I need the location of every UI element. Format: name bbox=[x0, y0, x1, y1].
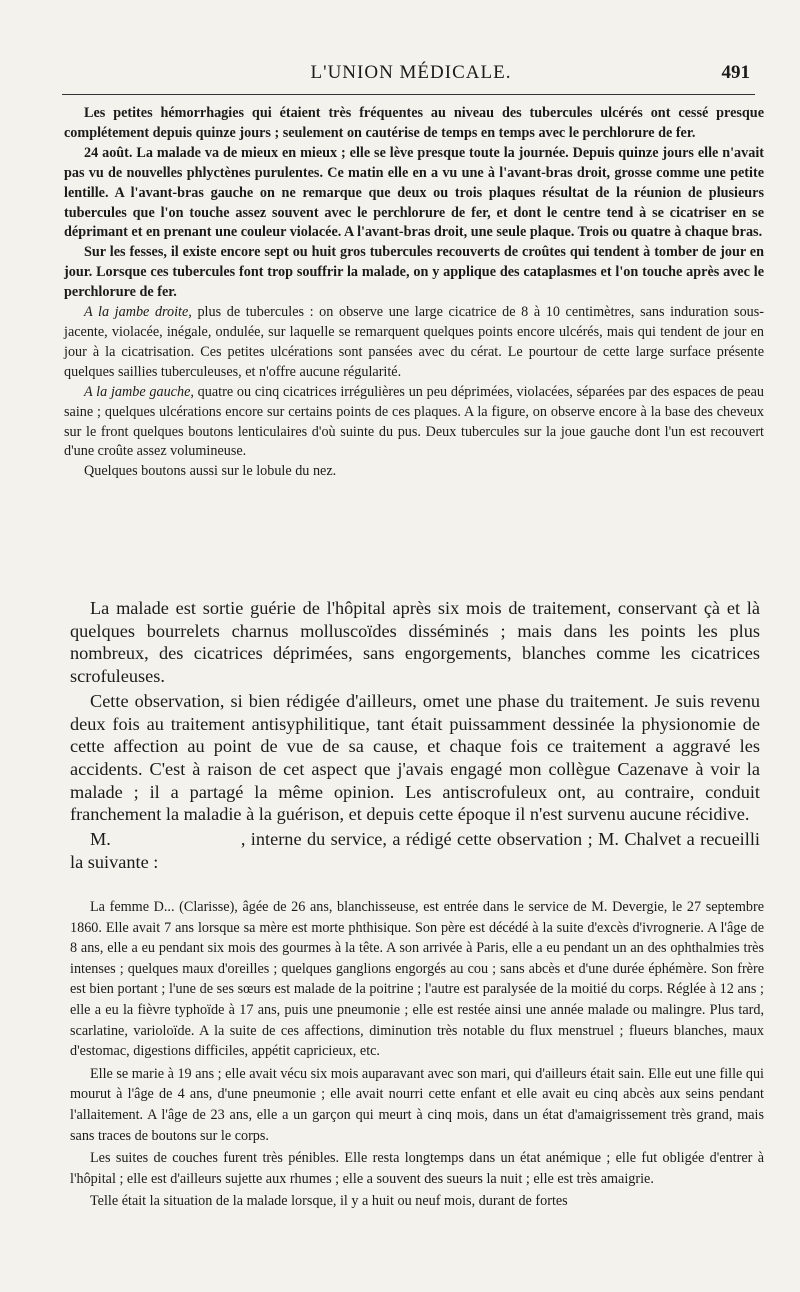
paragraph: Les petites hémorrhagies qui étaient très fréquentes au niveau des tubercules ulcérés ont cessé presque complétement depuis quinze jours ; seulement on cautérise de temps en temps avec le perchlorure de fer. bbox=[64, 105, 764, 141]
second-case-block bbox=[70, 897, 764, 1212]
paragraph-text: quatre ou cinq cicatrices irrégulières un peu déprimées, violacées, séparées par des espaces de peau saine ; quelques ulcérations encore sur certains points de ces plaques. A la figure, on observe encore à la base des cheveux sur le front quelques boutons lenticulaires d'où suinte du pus. Deux tubercules sur la joue gauche dont l'un est recouvert d'une croûte assez volumineuse. bbox=[64, 383, 764, 460]
paragraph: Sur les fesses, il existe encore sept ou huit gros tubercules recouverts de croûtes qui tendent à tomber de jour en jour. Lorsque ces tubercules font trop souffrir la malade, on y applique des cataplasmes et l'on touche après avec le perchlorure de fer. bbox=[64, 244, 764, 301]
case-notes-block bbox=[64, 104, 764, 482]
paragraph: Cette observation, si bien rédigée d'ailleurs, omet une phase du traitement. Je suis revenu deux fois au traitement antisyphilitique, tant était puissamment dessinée la physionomie de cette affection au point de vue de sa cause, et chaque fois ce traitement a aggravé les accidents. C'est à raison de cet aspect que j'avais engagé mon collègue Cazenave à voir la malade ; il a partagé la même opinion. Les antiscrofuleux ont, au contraire, conduit franchement la maladie à la guérison, et depuis cette époque il n'est survenu aucune récidive. bbox=[70, 690, 760, 825]
paragraph: Quelques boutons aussi sur le lobule du nez. bbox=[84, 463, 337, 480]
italic-lead: A la jambe droite, bbox=[84, 304, 192, 321]
running-head bbox=[62, 62, 760, 86]
paragraph-text: M. bbox=[90, 829, 111, 850]
italic-lead: A la jambe gauche, bbox=[84, 383, 194, 400]
paragraph bbox=[70, 828, 760, 873]
paragraph: Elle se marie à 19 ans ; elle avait vécu six mois auparavant avec son mari, qui d'ailleurs était sain. Elle eut une fille qui mourut à l'âge de 4 ans, d'une pneumonie ; elle avait nourri cette enfant et elle avait eu cinq abcès aux seins pendant l'allaitement. A l'âge de 23 ans, elle a un garçon qui meurt à cinq mois, dans un état d'amaigrissement très grand, mais sans traces de boutons sur le corps. bbox=[70, 1065, 764, 1144]
paragraph: 24 août. La malade va de mieux en mieux ; elle se lève presque toute la journée. Depuis quinze jours elle n'avait pas vu de nouvelles phlyctènes purulentes. Ce matin elle en a vu une à l'avant-bras droit, grosse comme une petite lentille. A l'avant-bras gauche on ne remarque que deux ou trois plaques résultat de la réunion de plusieurs tubercules que l'on touche assez souvent avec le perchlorure de fer, et dont le centre tend à se cicatriser en se déprimant et en prenant une couleur violacée. A l'avant-bras droit, une seule plaque. Trois ou quatre à chaque bras. bbox=[64, 144, 764, 241]
paragraph: Les suites de couches furent très pénibles. Elle resta longtemps dans un état anémique ; elle fut obligée d'entrer à l'hôpital ; elle est d'ailleurs sujette aux rhumes ; elle a souvent des sueurs la nuit ; elle est très amaigrie. bbox=[70, 1150, 764, 1187]
paragraph: Telle était la situation de la malade lorsque, il y a huit ou neuf mois, durant de fortes bbox=[90, 1193, 568, 1210]
paragraph bbox=[64, 383, 764, 463]
paragraph: La femme D... (Clarisse), âgée de 26 ans, blanchisseuse, est entrée dans le service de M. Devergie, le 27 septembre 1860. Elle avait 7 ans lorsque sa mère est morte phthisique. Son père est décédé à la suite d'excès d'ivrognerie. A l'âge de 8 ans, elle a eu pendant six mois des gourmes à la tête. A son arrivée à Paris, elle a eu pendant un an des ophthalmies très intenses ; quelques maux d'oreilles ; quelques ganglions engorgés au cou ; sans abcès et d'une durée éphémère. Son frère est bien portant ; l'une de ses sœurs est malade de la poitrine ; l'autre est paralysée de la moitié du corps. Réglée à 12 ans ; elle a eu la fièvre typhoïde à 17 ans, puis une pneumonie ; elle est restée ainsi une année malade ou malingre. Plus tard, scarlatine, varioloïde. A la suite de ces affections, diminution très notable du flux menstruel ; flueurs blanches, maux d'estomac, digestions difficiles, appétit capricieux, etc. bbox=[70, 899, 764, 1060]
paragraph-text: plus de tubercules : on observe une large cicatrice de 8 à 10 centimètres, sans induration sous-jacente, violacée, inégale, ondulée, sur laquelle se remarquent quelques points encore ulcérés, mais qui tendent de jour en jour à la cicatrisation. Ces petites ulcérations sont pansées avec du cérat. Le pourtour de cette large surface présente quelques saillies tuberculeuses, et n'offre aucune régularité. bbox=[64, 304, 764, 380]
header-rule bbox=[62, 94, 755, 95]
page-number: 491 bbox=[721, 62, 750, 83]
journal-title: L'UNION MÉDICALE. bbox=[310, 62, 512, 83]
commentary-block bbox=[70, 597, 760, 873]
paragraph: La malade est sortie guérie de l'hôpital après six mois de traitement, conservant çà et là quelques bourrelets charnus molluscoïdes disséminés ; mais dans les points les plus nombreux, des cicatrices déprimées, sans engorgements, blanches comme les cicatrices scrofuleuses. bbox=[70, 598, 760, 687]
paragraph-text: , interne du service, a rédigé cette observation ; M. Chalvet a recueilli la suivante : bbox=[70, 829, 760, 872]
paragraph bbox=[64, 303, 764, 383]
